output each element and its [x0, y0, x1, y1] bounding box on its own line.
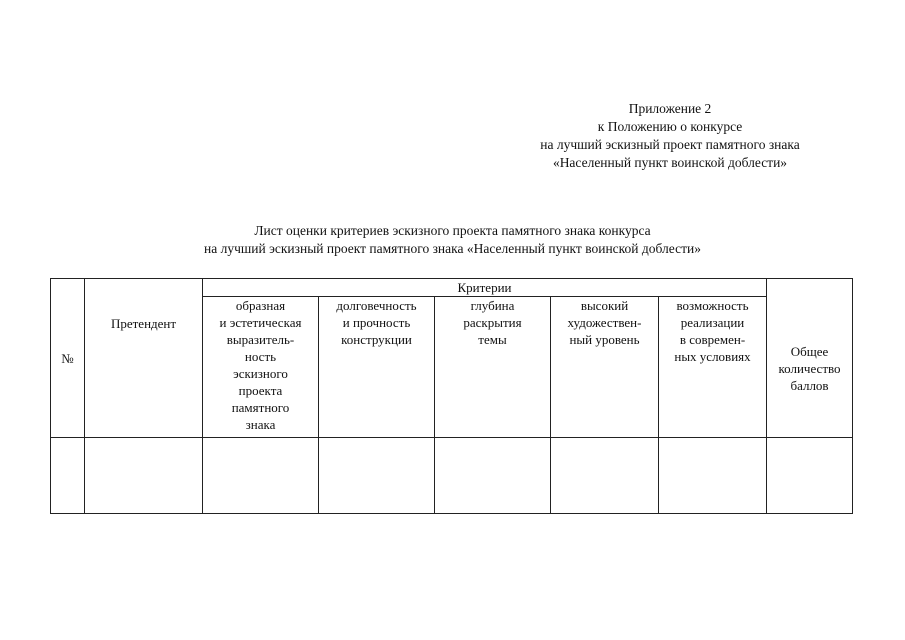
column-header-criteria: Критерии	[203, 279, 767, 297]
column-header-total-score	[767, 279, 853, 438]
criterion-line: высокий	[580, 298, 629, 313]
criterion-line: ный уровень	[569, 332, 640, 347]
criterion-line: и прочность	[342, 315, 411, 330]
cell-score	[435, 438, 551, 514]
cell-score	[319, 438, 435, 514]
criterion-theme-depth	[435, 297, 551, 438]
table-row	[51, 438, 853, 514]
criterion-line: глубина	[470, 298, 515, 313]
appendix-line: «Населенный пункт воинской доблести»	[552, 155, 788, 170]
evaluation-table	[50, 278, 853, 514]
criterion-line: раскрытия	[463, 315, 522, 330]
title-line: Лист оценки критериев эскизного проекта памятного знака конкурса	[254, 223, 651, 238]
appendix-header	[500, 100, 840, 172]
criterion-line: выразитель-	[226, 332, 295, 347]
appendix-line: Приложение 2	[628, 101, 712, 116]
criterion-line: эскизного	[233, 366, 288, 381]
cell-number	[51, 438, 85, 514]
cell-score	[203, 438, 319, 514]
title-line: на лучший эскизный проект памятного знака «Населенный пункт воинской доблести»	[204, 241, 701, 256]
criterion-line: возможность	[676, 298, 749, 313]
criterion-artistic-level	[551, 297, 659, 438]
criterion-line: ность	[244, 349, 277, 364]
criterion-line: и эстетическая	[219, 315, 302, 330]
criterion-line: ных условиях	[674, 349, 751, 364]
criterion-line: долговечность	[336, 298, 417, 313]
header-line: Общее	[790, 344, 829, 359]
header-line: баллов	[790, 378, 829, 393]
criterion-line: памятного	[231, 400, 290, 415]
criterion-line: художествен-	[567, 315, 642, 330]
cell-score	[551, 438, 659, 514]
cell-total	[767, 438, 853, 514]
cell-score	[659, 438, 767, 514]
criterion-durability	[319, 297, 435, 438]
appendix-line: к Положению о конкурсе	[597, 119, 743, 134]
criterion-feasibility	[659, 297, 767, 438]
criterion-line: знака	[245, 417, 276, 432]
column-header-pretendent: Претендент	[85, 279, 203, 438]
criterion-line: проекта	[238, 383, 283, 398]
cell-pretendent	[85, 438, 203, 514]
criterion-line: в современ-	[679, 332, 746, 347]
column-header-number: №	[51, 279, 85, 438]
criterion-line: реализации	[680, 315, 745, 330]
criterion-line: образная	[235, 298, 286, 313]
criterion-line: темы	[478, 332, 507, 347]
header-line: количество	[778, 361, 841, 376]
appendix-line: на лучший эскизный проект памятного знака	[540, 137, 800, 152]
criterion-expressiveness	[203, 297, 319, 438]
document-title	[100, 222, 805, 258]
criterion-line: конструкции	[341, 332, 412, 347]
